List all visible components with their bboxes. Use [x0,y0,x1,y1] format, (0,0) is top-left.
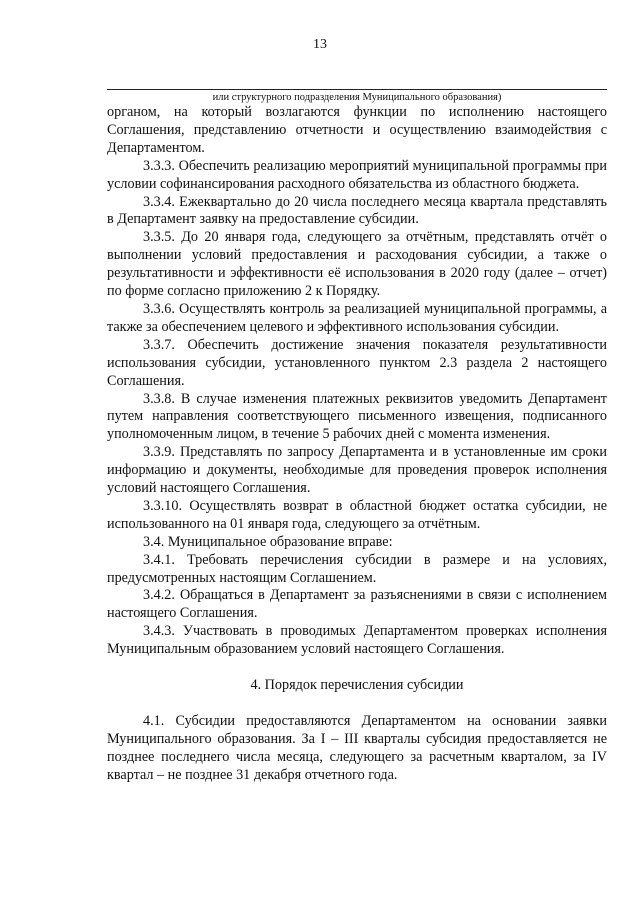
paragraph: 3.3.3. Обеспечить реализацию мероприятий муниципальной программы при условии софинансирования расходного обязательства из областного бюджета. [107,157,607,192]
footnote-rule [107,89,607,90]
paragraph: 3.3.5. До 20 января года, следующего за отчётным, представлять отчёт о выполнении условий предоставления и расходования субсидии, а также о результативности и эффективности её использования в 2020 году (далее – отчет) по форме согласно приложению 2 к Порядку. [107,229,607,300]
paragraph: 3.3.10. Осуществлять возврат в областной бюджет остатка субсидии, не использованного на 01 января года, следующего за отчётным. [107,497,607,532]
paragraph: 3.3.9. Представлять по запросу Департамента и в установленные им сроки информацию и документы, необходимые для проведения проверок исполнения условий настоящего Соглашения. [107,444,607,497]
paragraph: 3.4.2. Обращаться в Департамент за разъяснениями в связи с исполнением настоящего Соглашения. [107,587,607,622]
spacer [107,659,607,677]
paragraph: органом, на который возлагаются функции по исполнению настоящего Соглашения, представлению отчетности и осуществлению взаимодействия с Департаментом. [107,104,607,156]
paragraph: 4.1. Субсидии предоставляются Департаментом на основании заявки Муниципального образования. За I – III кварталы субсидия предоставляется не позднее последнего числа месяца, следующего за расчетным кварталом, за IV квартал – не позднее 31 декабря отчетного года. [107,713,607,783]
paragraph: 3.3.4. Ежеквартально до 20 числа последнего месяца квартала представлять в Департамент заявку на предоставление субсидии. [107,193,607,228]
paragraph: 3.4.1. Требовать перечисления субсидии в размере и на условиях, предусмотренных настоящим Соглашением. [107,551,607,586]
spacer [107,695,607,713]
page-number: 13 [313,37,327,52]
paragraph: 3.4.3. Участвовать в проводимых Департаментом проверках исполнения Муниципальным образованием условий настоящего Соглашения. [107,623,607,658]
section-heading: 4. Порядок перечисления субсидии [250,677,464,694]
document-body [107,104,607,785]
footnote-text: или структурного подразделения Муниципального образования) [212,92,502,103]
paragraph: 3.3.6. Осуществлять контроль за реализацией муниципальной программы, а также за обеспечением целевого и эффективного использования субсидии. [107,300,607,335]
paragraph: 3.3.7. Обеспечить достижение значения показателя результативности использования субсидии, установленного пунктом 2.3 раздела 2 настоящего Соглашения. [107,336,607,389]
paragraph: 3.4. Муниципальное образование вправе: [143,533,393,550]
paragraph: 3.3.8. В случае изменения платежных реквизитов уведомить Департамент путем направления соответствующего письменного извещения, подписанного уполномоченным лицом, в течение 5 рабочих дней с момента изменения. [107,390,607,443]
